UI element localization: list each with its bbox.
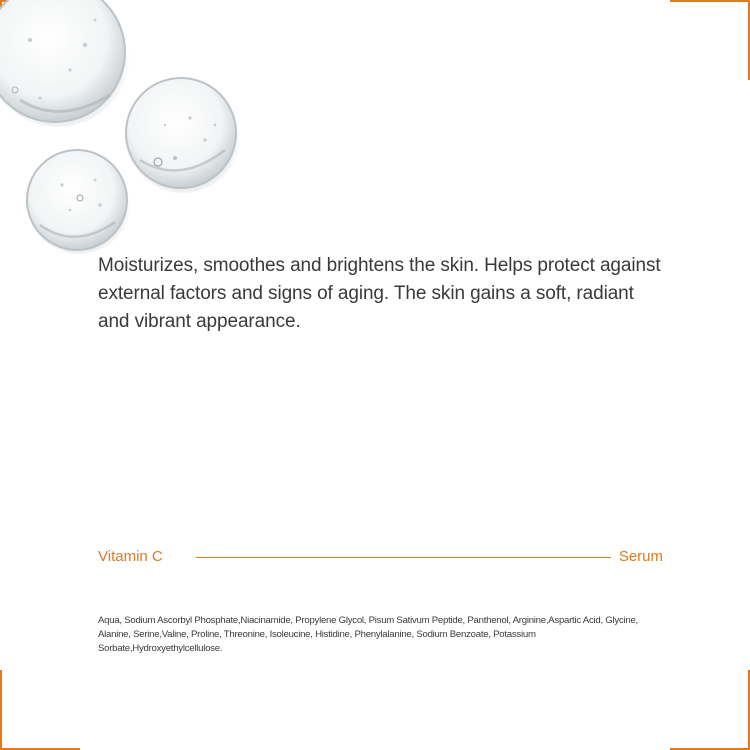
ingredients-list: Aqua, Sodium Ascorbyl Phosphate,Niacinamide, Propylene Glycol, Pisum Sativum Peptide, Panthenol, Arginine,Aspartic Acid, Glycine, Alanine, Serine,Valine, Proline, Threonine, Isoleucine, Histidine, Phenylalanine, Sodium Benzoate, Potassium Sorbate,Hydroxyethylcellulose. — [98, 615, 638, 654]
crop-mark-top-right-h — [670, 0, 750, 2]
crop-mark-bottom-left-v — [0, 670, 2, 750]
product-name-divider — [196, 557, 611, 558]
droplet-large — [0, 0, 130, 127]
product-name-vitamin-c: Vitamin C — [98, 548, 163, 565]
product-name-serum: Serum — [618, 548, 663, 565]
serum-droplets-image — [0, 0, 260, 260]
droplet-small — [27, 150, 131, 254]
product-name-line — [98, 546, 663, 568]
droplet-right — [125, 77, 241, 193]
product-description: Moisturizes, smoothes and brightens the skin. Helps protect against external factors and signs of aging. The skin gains a soft, radiant and vibrant appearance. — [98, 255, 661, 332]
